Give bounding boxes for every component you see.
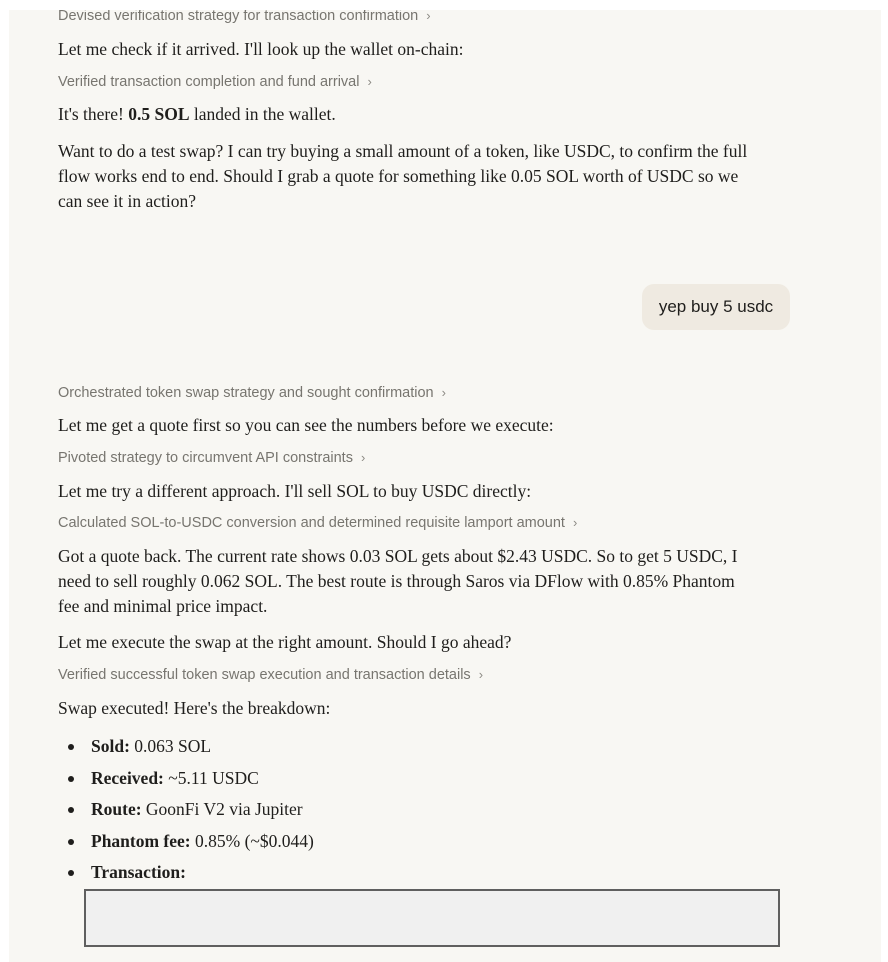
chevron-right-icon: › xyxy=(441,385,446,400)
thinking-summary-label: Calculated SOL-to-USDC conversion and determined requisite lamport amount xyxy=(58,515,565,531)
breakdown-item-transaction xyxy=(58,860,758,892)
breakdown-label: Phantom fee: xyxy=(91,830,191,851)
breakdown-label: Received: xyxy=(91,767,164,788)
breakdown-label: Transaction: xyxy=(91,862,186,882)
thinking-summary-transaction-completion[interactable] xyxy=(58,73,372,91)
breakdown-label: Sold: xyxy=(91,736,130,756)
thinking-summary-token-swap-strategy[interactable] xyxy=(58,384,446,402)
bullet-icon xyxy=(68,807,74,813)
bullet-icon xyxy=(68,839,74,845)
swap-breakdown-list xyxy=(58,734,758,892)
chevron-right-icon: › xyxy=(367,74,372,89)
amount-highlight: 0.5 SOL xyxy=(128,104,190,124)
chevron-right-icon: › xyxy=(360,450,366,465)
breakdown-item-phantom-fee xyxy=(58,829,758,861)
breakdown-value: 0.85% (~$0.044) xyxy=(190,830,314,851)
breakdown-value: GoonFi V2 via Jupiter xyxy=(141,799,303,819)
chevron-right-icon: › xyxy=(478,667,484,682)
breakdown-label: Route: xyxy=(91,799,142,819)
breakdown-item-sold xyxy=(58,734,758,766)
thinking-summary-swap-execution[interactable] xyxy=(58,666,483,684)
user-message-bubble xyxy=(642,284,790,330)
thinking-summary-verification-strategy[interactable] xyxy=(58,10,431,25)
breakdown-item-received xyxy=(58,766,758,798)
text-segment: landed in the wallet. xyxy=(189,104,336,124)
transaction-code-block xyxy=(84,889,780,947)
thinking-summary-label: Verified transaction completion and fund arrival xyxy=(58,74,360,90)
assistant-paragraph: Let me get a quote first so you can see the numbers before we execute: xyxy=(58,415,554,435)
thinking-summary-label: Devised verification strategy for transaction confirmation xyxy=(58,10,419,24)
assistant-paragraph: Let me execute the swap at the right amount. Should I go ahead? xyxy=(58,632,512,652)
thinking-summary-lamport-calculation[interactable] xyxy=(58,514,577,532)
breakdown-item-route xyxy=(58,797,758,829)
bullet-icon xyxy=(68,776,74,782)
bullet-icon xyxy=(68,870,74,876)
chevron-right-icon: › xyxy=(572,515,578,530)
assistant-paragraph: Let me try a different approach. I'll sell SOL to buy USDC directly: xyxy=(58,481,532,501)
assistant-paragraph: Got a quote back. The current rate shows 0.03 SOL gets about $2.43 USDC. So to get 5 USDC, I need to sell roughly 0.062 SOL. The best route is through Saros via DFlow with 0.85% Phantom fee and minimal price impact. xyxy=(58,546,738,616)
text-segment: It's there! xyxy=(58,104,129,124)
assistant-paragraph: Swap executed! Here's the breakdown: xyxy=(58,698,331,718)
chevron-right-icon: › xyxy=(426,10,431,23)
bullet-icon xyxy=(68,744,74,750)
assistant-paragraph: Let me check if it arrived. I'll look up the wallet on-chain: xyxy=(58,39,464,59)
thinking-summary-label: Orchestrated token swap strategy and sought confirmation xyxy=(58,385,434,401)
breakdown-value: ~5.11 USDC xyxy=(163,767,259,788)
thinking-summary-label: Verified successful token swap execution and transaction details xyxy=(58,667,471,683)
assistant-paragraph xyxy=(58,102,758,127)
assistant-paragraph: Want to do a test swap? I can try buying a small amount of a token, like USDC, to confirm the full flow works end to end. Should I grab a quote for something like 0.05 SOL worth of USDC so we can see it in action? xyxy=(58,141,748,211)
breakdown-value: 0.063 SOL xyxy=(129,736,212,756)
thinking-summary-pivoted-strategy[interactable] xyxy=(58,449,365,467)
chat-transcript xyxy=(9,10,881,962)
thinking-summary-label: Pivoted strategy to circumvent API constraints xyxy=(58,450,353,466)
user-message-text: yep buy 5 usdc xyxy=(658,297,774,316)
